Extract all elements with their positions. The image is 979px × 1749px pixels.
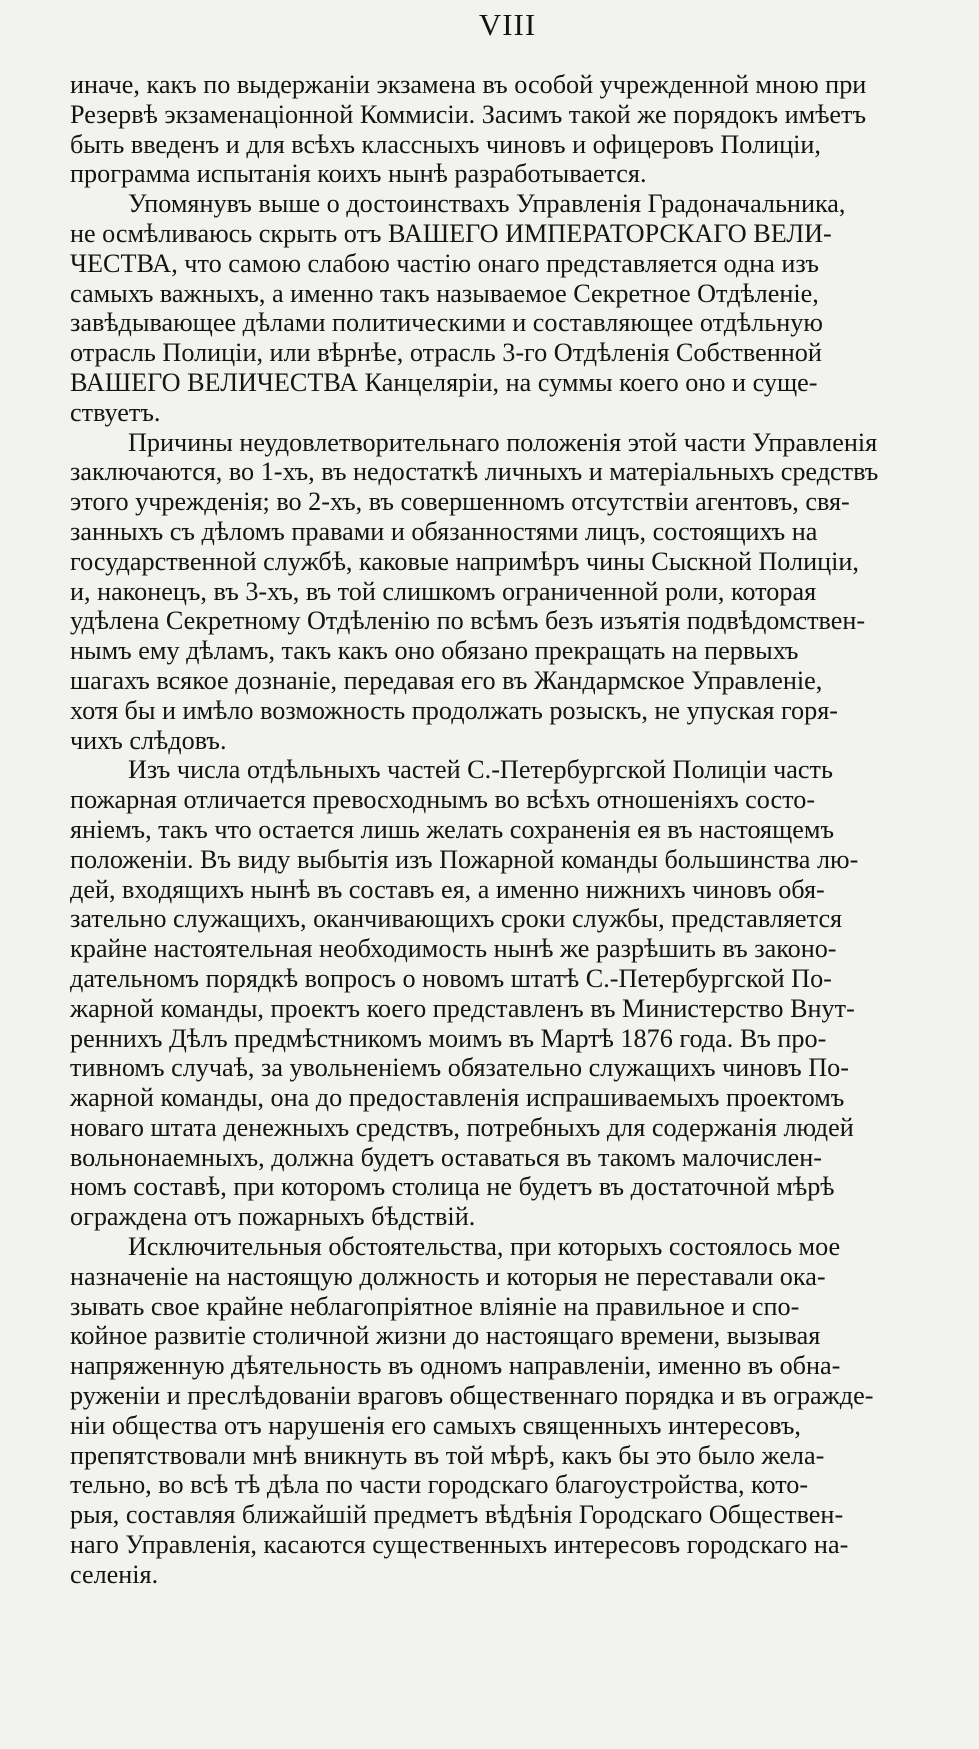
text-line: напряженную дѣятельность въ одномъ направленiи, именно въ обна- [70,1351,841,1381]
text-line: зательно служащихъ, оканчивающихъ сроки службы, представляется [70,904,843,934]
text-line: руженiи и преслѣдованiи враговъ общественнаго порядка и въ огражде- [70,1381,874,1411]
text-line: жарной команды, проектъ коего представленъ въ Министерство Внут- [70,993,855,1023]
text-line: тивномъ случаѣ, за увольненiемъ обязательно служащихъ чиновъ По- [70,1053,849,1083]
paragraph-5 [70,1232,945,1590]
text-line: этого учрежденiя; во 2-хъ, въ совершенномъ отсутствiи агентовъ, свя- [70,487,850,517]
text-line: шагахъ всякое дознанiе, передавая его въ Жандармское Управленiе, [70,665,823,695]
text-line: дательномъ порядкѣ вопросъ о новомъ штатѣ С.-Петербургской По- [70,963,832,993]
text-line: вольнонаемныхъ, должна будетъ оставаться въ такомъ малочислен- [70,1142,823,1172]
text-line: не осмѣливаюсь скрыть отъ ВАШЕГО ИМПЕРАТОРСКАГО ВЕЛИ- [70,218,832,248]
text-line: и, наконецъ, въ 3-хъ, въ той слишкомъ ограниченной роли, которая [70,576,817,606]
paragraph-4 [70,755,945,1232]
text-line: государственной службѣ, каковые напримѣръ чины Сыскной Полицiи, [70,546,859,576]
text-line: янiемъ, такъ что остается лишь желать сохраненiя ея въ настоящемъ [70,814,835,844]
text-line: нымъ ему дѣламъ, такъ какъ оно обязано прекращать на первыхъ [70,636,799,666]
text-line: ограждена отъ пожарныхъ бѣдствiй. [70,1202,476,1232]
text-line: Причины неудовлетворительнаго положенiя этой части Управленiя [128,427,878,457]
body-text [70,70,945,1590]
text-line: быть введенъ и для всѣхъ классныхъ чиновъ и офицеровъ Полицiи, [70,129,821,159]
text-line: отрасль Полицiи, или вѣрнѣе, отрасль 3-го Отдѣленiя Собственной [70,338,822,368]
text-line: новаго штата денежныхъ средствъ, потребныхъ для содержанiя людей [70,1112,854,1142]
page-number: VIII [478,7,537,42]
text-line: наго Управленiя, касаются существенныхъ интересовъ городскаго на- [70,1530,849,1560]
text-line: удѣлена Секретному Отдѣленiю по всѣмъ безъ изъятiя подвѣдомствен- [70,606,866,636]
text-line: зывать свое крайне неблагопрiятное влiянiе на правильное и спо- [70,1291,800,1321]
paragraph-1 [70,70,945,189]
text-line: тельно, во всѣ тѣ дѣла по части городскаго благоустройства, кото- [70,1470,809,1500]
text-line: пожарная отличается превосходнымъ во всѣхъ отношенiяхъ состо- [70,785,816,815]
text-line: завѣдывающее дѣлами политическими и составляющее отдѣльную [70,308,823,338]
text-line: занныхъ съ дѣломъ правами и обязанностями лицъ, состоящихъ на [70,516,818,546]
text-line: хотя бы и имѣло возможность продолжать розыскъ, не упуская горя- [70,695,839,725]
text-line: рыя, составляя ближайшiй предметъ вѣдѣнiя Городскаго Обществен- [70,1500,844,1530]
paragraph-2 [70,189,945,427]
text-line: программа испытанiя коихъ нынѣ разработывается. [70,159,647,189]
text-line: Упомянувъ выше о достоинствахъ Управленiя Градоначальника, [128,189,846,219]
text-line: ствуетъ. [70,397,161,427]
text-line: дей, входящихъ нынѣ въ составъ ея, а именно нижнихъ чиновъ обя- [70,874,825,904]
text-line: назначенiе на настоящую должность и которыя не переставали ока- [70,1261,826,1291]
text-line: Изъ числа отдѣльныхъ частей С.-Петербургской Полицiи часть [128,755,833,785]
text-line: селенiя. [70,1559,159,1589]
text-line: препятствовали мнѣ вникнуть въ той мѣрѣ, какъ бы это было жела- [70,1440,825,1470]
text-line: иначе, какъ по выдержанiи экзамена въ особой учрежденной мною при [70,70,867,99]
text-line: Резервѣ экзаменацiонной Коммисiи. Засимъ такой же порядокъ имѣетъ [70,99,867,129]
text-line: нiи общества отъ нарушенiя его самыхъ священныхъ интересовъ, [70,1410,801,1440]
text-line: Исключительныя обстоятельства, при которыхъ состоялось мое [128,1232,841,1262]
text-line: крайне настоятельная необходимость нынѣ же разрѣшить въ законо- [70,934,837,964]
text-line: положенiи. Въ виду выбытiя изъ Пожарной команды большинства лю- [70,844,859,874]
text-line: номъ составѣ, при которомъ столица не будетъ въ достаточной мѣрѣ [70,1172,835,1202]
text-line: ВАШЕГО ВЕЛИЧЕСТВА Канцелярiи, на суммы коего оно и суще- [70,367,818,397]
paragraph-3 [70,428,945,756]
text-line: койное развитiе столичной жизни до настоящаго времени, вызывая [70,1321,821,1351]
text-line: ЧЕСТВА, что самою слабою частiю онаго представляется одна изъ [70,248,819,278]
text-line: жарной команды, она до предоставленiя испрашиваемыхъ проектомъ [70,1083,845,1113]
text-line: чихъ слѣдовъ. [70,725,227,755]
text-line: заключаются, во 1-хъ, въ недостаткѣ личныхъ и матерiальныхъ средствъ [70,457,879,487]
text-line: самыхъ важныхъ, а именно такъ называемое Секретное Отдѣленiе, [70,278,819,308]
text-line: реннихъ Дѣлъ предмѣстникомъ моимъ въ Мартѣ 1876 года. Въ про- [70,1023,827,1053]
